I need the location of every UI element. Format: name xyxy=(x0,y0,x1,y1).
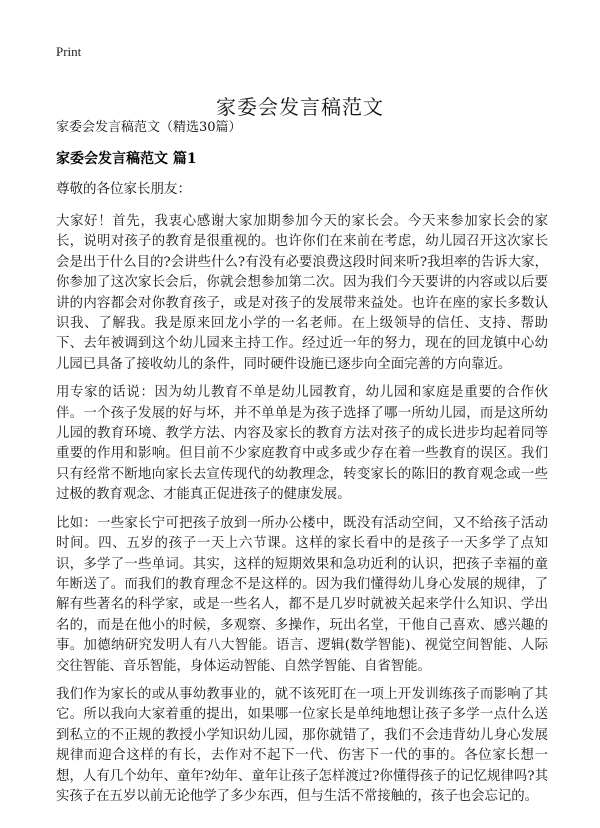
document-title: 家委会发言稿范文 xyxy=(216,95,384,120)
document-subtitle: 家委会发言稿范文（精选30篇） xyxy=(56,120,242,135)
paragraph-3: 比如：一些家长宁可把孩子放到一所办公楼中，既没有活动空间，又不给孩子活动时间。四、五岁的孩子一天上六节课。这样的家长看中的是孩子一天多学了点知识，多学了一些单词。其实，这样的短期效果和急功近利的认识，把孩子幸福的童年断送了。而我们的教育理念不是这样的。因为我们懂得幼儿身心发展的规律，了解有些著名的科学家，或是一些名人，都不是几岁时就被关起来学什么知识、学出名的，而是在他小的时候，多观察、多操作，玩出名堂，干他自己喜欢、感兴趣的事。加德纳研究发明人有八大智能。语言、逻辑(数学智能)、视觉空间智能、人际交往智能、音乐智能，身体运动智能、自然学智能、自省智能。 xyxy=(56,515,548,674)
paragraph-2: 用专家的话说：因为幼儿教育不单是幼儿园教育，幼儿园和家庭是重要的合作伙伴。一个孩子发展的好与坏，并不单单是为孩子选择了哪一所幼儿园，而是这所幼儿园的教育环境、教学方法、内容及家长的教育方法对孩子的成长进步均起着同等重要的作用和影响。但目前不少家庭教育中或多或少存在着一些教育的误区。我们只有经常不断地向家长去宣传现代的幼教理念，转变家长的陈旧的教育观念或一些过极的教育观念、才能真正促进孩子的健康发展。 xyxy=(56,385,548,503)
section-heading: 家委会发言稿范文 篇1 xyxy=(56,151,197,167)
paragraph-1: 大家好！首先，我衷心感谢大家加期参加今天的家长会。今天来参加家长会的家长，说明对孩子的教育是很重视的。也许你们在来前在考虑，幼儿园召开这次家长会是出于什么目的?会讲些什么?有没有必要浪费这段时间来听?我坦率的告诉大家，你参加了这次家长会后，你就会想参加第二次。因为我们今天要讲的内容或以后要讲的内容都会对你教育孩子，或是对孩子的发展带来益处。也许在座的家长多数认识我、了解我。我是原来回龙小学的一名老师。在上级领导的信任、支持、帮助下、去年被调到这个幼儿园来主持工作。经过近一年的努力，现在的回龙镇中心幼儿园已具备了接收幼儿的条件，同时硬件设施已逐步向全面完善的方向靠近。 xyxy=(56,214,548,372)
paragraph-4: 我们作为家长的或从事幼教事业的，就不该死盯在一项上开发训练孩子而影响了其它。所以我向大家着重的提出，如果哪一位家长是单纯地想让孩子多学一点什么送到私立的不正规的教授小学知识幼儿园，那你就错了，我们不会违背幼儿身心发展规律而迎合这样的有长，去作对不起下一代、伤害下一代的事的。各位家长想一想，人有几个幼年、童年?幼年、童年让孩子怎样渡过?你懂得孩子的记忆规律吗?其实孩子在五岁以前无论他学了多少东西，但与生活不常接触的，孩子也会忘记的。 xyxy=(56,686,548,804)
greeting-line: 尊敬的各位家长朋友： xyxy=(56,181,191,197)
print-link[interactable]: Print xyxy=(56,44,82,59)
article-body xyxy=(56,212,548,815)
